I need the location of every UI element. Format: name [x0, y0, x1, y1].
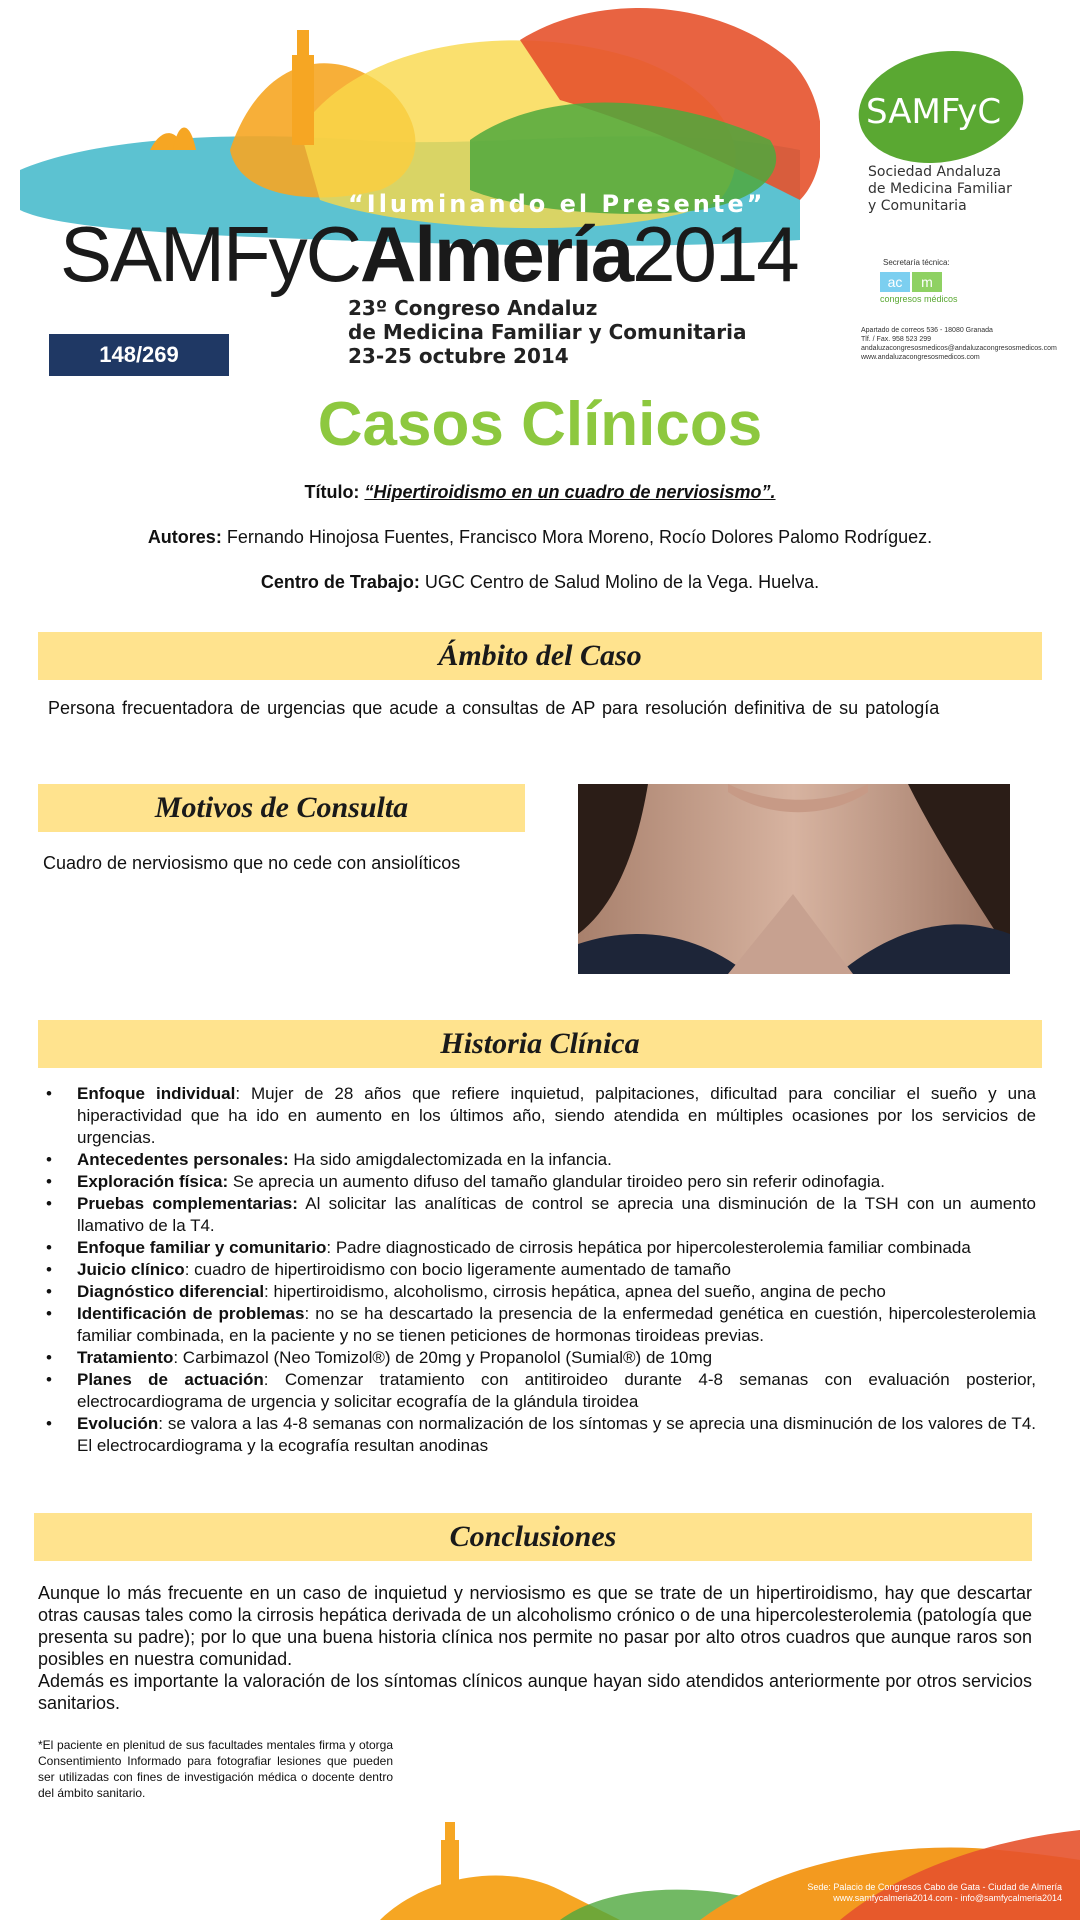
historia-item-label: Tratamiento [77, 1348, 174, 1367]
historia-item-problemas [46, 1303, 1036, 1347]
society-name [868, 164, 1012, 215]
section-conclusiones-header: Conclusiones [34, 1513, 1032, 1561]
historia-item-diagnostico [46, 1281, 1036, 1303]
historia-item-text: Ha sido amigdalectomizada en la infancia. [288, 1150, 612, 1169]
autores-value: Fernando Hinojosa Fuentes, Francisco Mora Moreno, Rocío Dolores Palomo Rodríguez. [226, 527, 933, 547]
conclusiones-paragraph-1: Aunque lo más frecuente en un caso de inquietud y nerviosismo es que se trate de un hipertiroidismo, hay que descartar otras causas tales como la cirrosis hepática derivada de un alcoholismo crónico o de una hipercolesterolemia (patología que presenta su padre); por lo que una buena historia clínica nos permite no pasar por alto otros cuadros que aunque raros son posibles en nuestra comunidad. [38, 1583, 1032, 1669]
contact-web: www.andaluzacongresosmedicos.com [861, 354, 980, 361]
brand-year: 2014 [632, 210, 798, 298]
autores-label: Autores: [147, 527, 222, 547]
samfyc-logo-text: SAMFyC [866, 92, 1002, 132]
conclusiones-text [38, 1582, 1032, 1714]
contact-email: andaluzacongresosmedicos@andaluzacongresosmedicos.com [861, 345, 1057, 352]
congress-dates: 23-25 octubre 2014 [348, 344, 569, 368]
brand-almeria: Almería [360, 210, 633, 298]
centro-label: Centro de Trabajo: [260, 572, 420, 592]
historia-item-text: : Mujer de 28 años que refiere inquietud, palpitaciones, dificultad para conciliar el sueño y una hiperactividad que ha ido en aumento en los últimos año, siendo atendida en múltiples ocasiones por los servicios de urgencias. [77, 1084, 1036, 1147]
historia-item-text: : Padre diagnosticado de cirrosis hepática por hipercolesterolemia familiar combinada [326, 1238, 971, 1257]
historia-item-enfoque-individual [46, 1083, 1036, 1149]
society-line-2: de Medicina Familiar [868, 181, 1012, 197]
historia-item-juicio [46, 1259, 1036, 1281]
poster-number-badge: 148/269 [49, 334, 229, 376]
titulo-value: “Hipertiroidismo en un cuadro de nerviosismo”. [364, 482, 776, 502]
historia-item-label: Juicio clínico [77, 1260, 185, 1279]
historia-item-antecedentes [46, 1149, 1036, 1171]
historia-item-evolucion [46, 1413, 1036, 1457]
congress-brand [60, 210, 798, 298]
contact-address: Apartado de correos 536 - 18080 Granada [861, 327, 993, 334]
titulo-line [0, 482, 1080, 503]
historia-item-label: Diagnóstico diferencial [77, 1282, 265, 1301]
footer-web-line: www.samfycalmeria2014.com - info@samfycalmeria2014 [833, 1893, 1062, 1903]
titulo-label: Título: [304, 482, 360, 502]
historia-item-text: : no se ha descartado la presencia de la enfermedad genética en cuestión, hipercolesterolemia familiar combinada, en la paciente y no se tienen peticiones de hormonas tiroideas previas. [77, 1304, 1037, 1345]
historia-item-label: Enfoque familiar y comunitario [77, 1238, 327, 1257]
autores-line [0, 527, 1080, 548]
congress-info [348, 296, 746, 368]
historia-item-text: Al solicitar las analíticas de control se aprecia una disminución de la TSH con un aumento llamativo de la T4. [77, 1194, 1036, 1235]
section-historia-header: Historia Clínica [38, 1020, 1042, 1068]
historia-item-text: Se aprecia un aumento difuso del tamaño glandular tiroideo pero sin referir odinofagia. [228, 1172, 885, 1191]
motivos-text: Cuadro de nerviosismo que no cede con ansiolíticos [43, 853, 461, 873]
acm-subtitle: congresos médicos [880, 294, 958, 304]
historia-item-enfoque-familiar [46, 1237, 1036, 1259]
historia-item-label: Identificación de problemas [77, 1304, 305, 1323]
conclusiones-paragraph-2: Además es importante la valoración de los síntomas clínicos aunque hayan sido atendidos anteriormente por otros servicios sanitarios. [38, 1671, 1032, 1713]
centro-value: UGC Centro de Salud Molino de la Vega. Huelva. [424, 572, 820, 592]
historia-item-text: : cuadro de hipertiroidismo con bocio ligeramente aumentado de tamaño [184, 1260, 731, 1279]
historia-item-text: : Comenzar tratamiento con antitiroideo durante 4-8 semanas con evaluación posterior, electrocardiograma de urgencia y solicitar ecografía de la glándula tiroidea [77, 1370, 1037, 1411]
historia-item-label: Evolución [77, 1414, 159, 1433]
consent-footnote: *El paciente en plenitud de sus facultades mentales firma y otorga Consentimiento Informado para fotografiar lesiones que pueden ser utilizadas con fines de investigación médica o docente dentro del ámbito sanitario. [38, 1738, 393, 1800]
historia-item-pruebas [46, 1193, 1036, 1237]
ambito-text: Persona frecuentadora de urgencias que acude a consultas de AP para resolución definitiva de su patología [48, 698, 940, 718]
footer-venue [807, 1882, 1062, 1904]
secretaria-contact [861, 326, 1071, 362]
congress-line-2: de Medicina Familiar y Comunitaria [348, 320, 747, 344]
historia-item-planes [46, 1369, 1036, 1413]
patient-neck-photo [578, 784, 1010, 974]
congress-line-1: 23º Congreso Andaluz [348, 296, 598, 320]
footer-venue-line: Sede: Palacio de Congresos Cabo de Gata - Ciudad de Almería [807, 1882, 1062, 1892]
centro-line [0, 572, 1080, 593]
historia-item-text: : hipertiroidismo, alcoholismo, cirrosis hepática, apnea del sueño, angina de pecho [264, 1282, 886, 1301]
society-line-1: Sociedad Andaluza [868, 164, 1002, 180]
historia-item-label: Enfoque individual [77, 1084, 236, 1103]
section-ambito-header: Ámbito del Caso [38, 632, 1042, 680]
historia-item-label: Antecedentes personales: [77, 1150, 289, 1169]
historia-item-tratamiento [46, 1347, 1036, 1369]
congress-slogan: “Iluminando el Presente” [348, 190, 766, 218]
historia-item-label: Planes de actuación [77, 1370, 264, 1389]
historia-item-exploracion [46, 1171, 1036, 1193]
secretaria-label: Secretaría técnica: [883, 258, 950, 267]
acm-logo-left: ac [880, 272, 910, 292]
society-line-3: y Comunitaria [868, 198, 967, 214]
brand-samfyc: SAMFyC [60, 210, 360, 298]
historia-item-text: : Carbimazol (Neo Tomizol®) de 20mg y Propanolol (Sumial®) de 10mg [173, 1348, 713, 1367]
historia-item-label: Exploración física: [77, 1172, 229, 1191]
page-title: Casos Clínicos [317, 390, 763, 459]
historia-item-label: Pruebas complementarias: [77, 1194, 298, 1213]
acm-logo-right: m [912, 272, 942, 292]
footer-banner-art [0, 1820, 1080, 1920]
section-motivos-header: Motivos de Consulta [38, 784, 525, 832]
historia-item-text: : se valora a las 4-8 semanas con normalización de los síntomas y se aprecia una disminución de los valores de T4. El electrocardiograma y la ecografía resultan anodinas [77, 1414, 1036, 1455]
contact-phone: Tlf. / Fax. 958 523 299 [861, 336, 932, 343]
historia-list [46, 1083, 1036, 1457]
